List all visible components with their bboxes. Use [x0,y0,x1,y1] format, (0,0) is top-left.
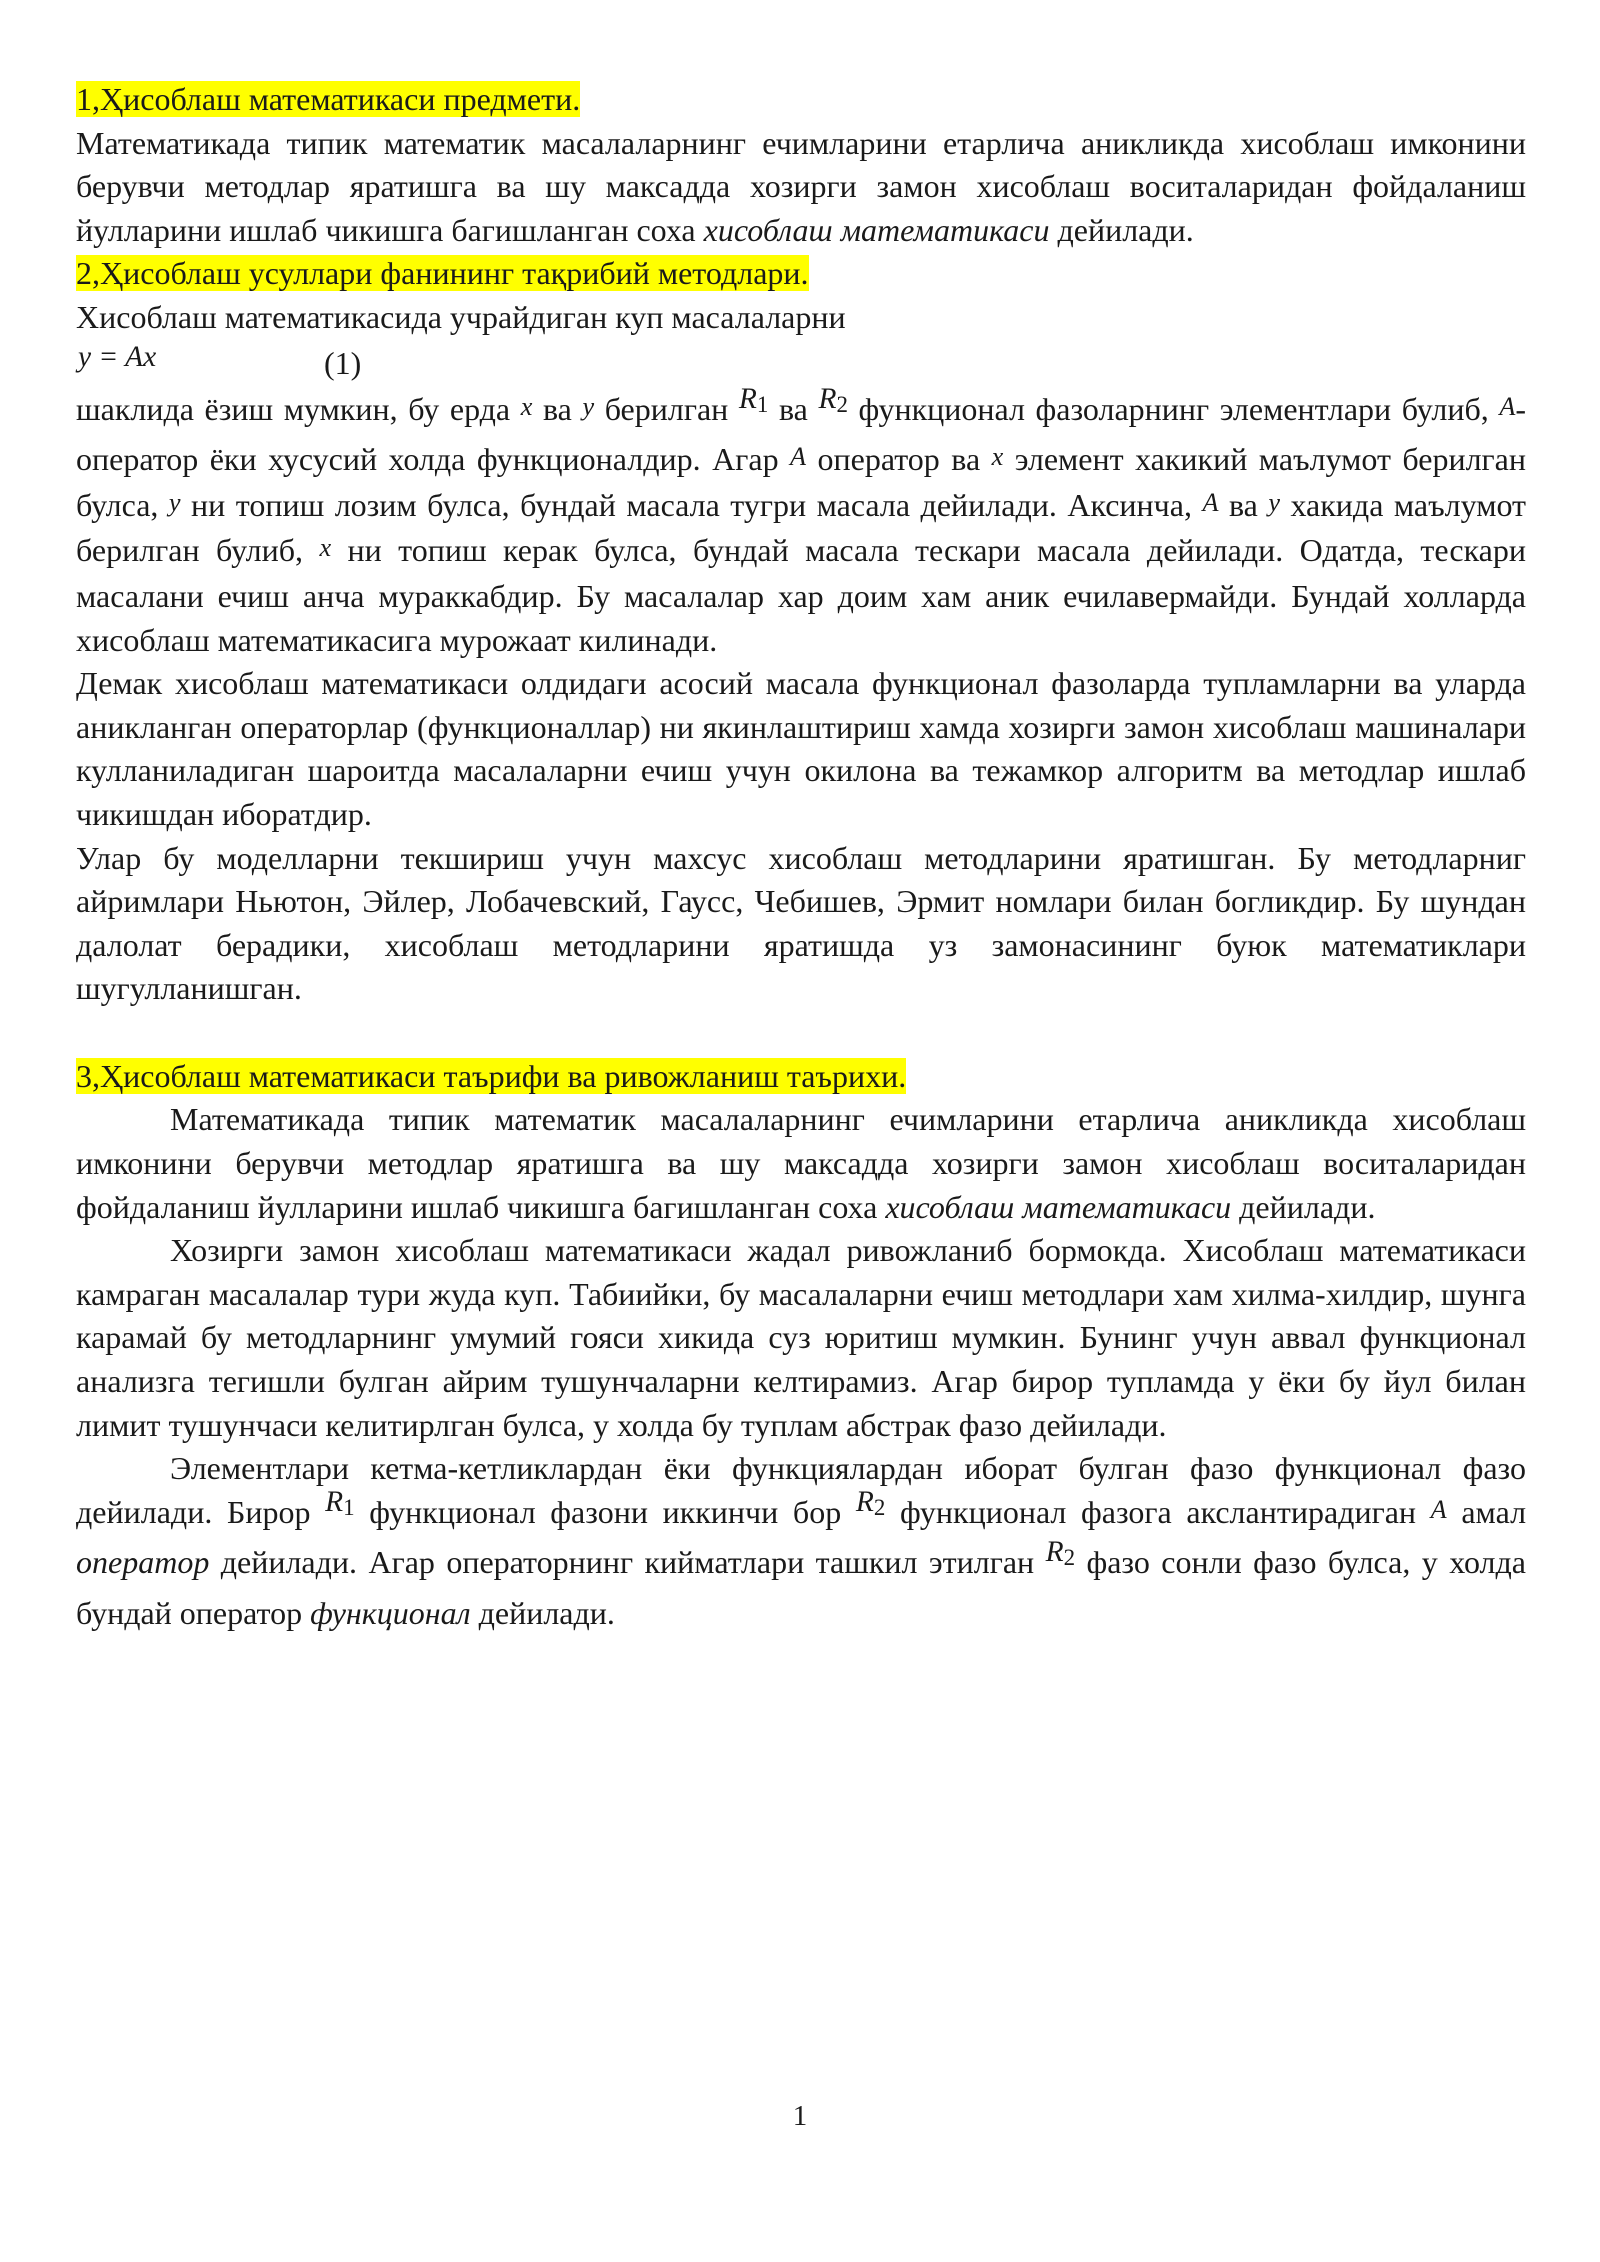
var-r1 [739,383,768,415]
s2p2-t7: оператор ва [806,441,992,478]
section-2-heading: 2,Ҳисоблаш усуллари фанининг тақрибий методлари. [76,255,809,292]
formula: y = Ax [78,340,157,373]
section-2-intro: Хисоблаш математикасида учрайдиган куп масалаларни [76,298,846,335]
var-a: A [1430,1494,1447,1524]
term-functional: функционал [310,1595,471,1631]
s2p2-t5: функционал фазоларнинг элементлари булиб, [847,390,1500,427]
s2p2-t6: -оператор ёки хусусий холда функционалдир. Агар [76,390,1527,478]
s1-text-b: дейилади. [1049,211,1194,248]
term-operator: оператор [76,1544,210,1581]
spacer [76,1011,1526,1055]
var-a: A [790,442,807,472]
document-page [76,78,1526,1636]
var-y: y [1268,487,1280,517]
section-2-paragraph-2 [76,382,1527,663]
var-r1-letter: R [325,1485,344,1518]
var-x: x [319,533,332,563]
formula-number: (1) [324,344,362,381]
s2p2-t4: ва [768,390,819,427]
var-r2 [1045,1536,1076,1571]
s2p2-t8: элемент хакикий маълумот берилган булса, [76,441,1527,523]
s3p3-t2: функционал фазони иккинчи бор [354,1493,856,1530]
var-r2-sub: 2 [1063,1545,1076,1571]
s2p2-t1: шаклида ёзиш мумкин, бу ерда [76,390,521,427]
var-r2-letter: R [855,1485,874,1518]
var-r2 [856,1486,885,1518]
s2p2-t12: ни топиш керак булса, бундай масала тескари масала дейилади. Одатда, тескари масалани ечиш анча мураккабдир. Бу масалалар хар доим хам аник ечилавермайди. Бундай холларда хисоблаш математикасига мурожаат килинади. [76,532,1527,658]
s3p3-t4: амал [1446,1493,1527,1530]
var-r2 [818,383,847,415]
s2p2-t2: ва [532,390,583,427]
var-r2-sub: 2 [873,1494,886,1520]
var-y: y [582,391,595,421]
s2p2-t10: ва [1218,486,1269,523]
var-r1-sub: 1 [756,391,769,417]
s3p1-text-b: дейилади. [1231,1188,1376,1225]
section-1-heading: 1,Ҳисоблаш математикаси предмети. [76,81,581,117]
section-1-heading-line [76,78,1526,122]
s2p2-t9: ни топиш лозим булса, бундай масала тугри масала дейилади. Аксинча, [180,486,1203,523]
var-a: A [1202,487,1219,517]
section-2-paragraph-4: Улар бу моделларни текшириш учун махсус хисоблаш методларини яратишган. Бу методларниг айримлари Ньютон, Эйлер, Лобачевский, Гаусс, Чебишев, Эрмит номлари билан богликдир. Бу шундан далолат берадики, хисоблаш методларини яратишда уз замонасининг буюк математиклари шугулланишган. [76,839,1526,1007]
s3p3-t7: дейилади. [470,1595,615,1631]
section-2-paragraph-3: Демак хисоблаш математикаси олдидаги асосий масала функционал фазоларда тупламларни ва уларда аникланган операторлар (функционаллар) ни якинлаштириш хамда хозирги замон хисоблаш машиналари кулланиладиган шароитда масалаларни ечиш учун окилона ва тежамкор алгоритм ва методлар ишлаб чикишдан иборатдир. [76,665,1526,832]
var-x: x [991,442,1004,472]
var-y: y [168,487,181,517]
var-a: A [1499,391,1516,421]
var-r2-letter: R [818,382,837,415]
var-r1 [325,1486,354,1518]
s3p3-t3: функционал фазога акслантирадиган [885,1493,1431,1530]
s3p1-term: хисоблаш математикаси [885,1188,1232,1225]
formula-line [76,342,1526,388]
var-r1-letter: R [738,382,757,415]
s1-term: хисоблаш математикаси [703,211,1050,248]
page-number: 1 [792,2100,808,2132]
section-3-paragraph-1 [76,1098,1526,1229]
var-r1-sub: 1 [343,1494,355,1520]
section-3-paragraph-2: Хозирги замон хисоблаш математикаси жадал ривожланиб бормокда. Хисоблаш математикаси камраган масалалар тури жуда куп. Табиийки, бу масалаларни ечиш методлари хам хилма-хилдир, шунга карамай бу методларнинг умумий гояси хикида суз юритиш мумкин. Бунинг учун аввал функционал анализга тегишли булган айрим тушунчаларни келтирамиз. Агар бирор тупламда у ёки бу йул билан лимит тушунчаси келитирлган булса, у холда бу туплам абстрак фазо дейилади. [76,1232,1526,1443]
var-r2-letter: R [1045,1536,1064,1569]
s3p3-t6: фазо сонли фазо булса, у холда бундай оператор [76,1544,1527,1631]
section-1-paragraph [76,122,1526,253]
section-3-heading: 3,Ҳисоблаш математикаси таърифи ва ривожланиш таърихи. [76,1057,907,1094]
section-3-paragraph-3 [76,1447,1526,1635]
s3p3-t1: Элементлари кетма-кетликлардан ёки функциялардан иборат булган фазо функционал фазо дейилади. Бирор [76,1450,1526,1530]
s3p1-text-a: Математикада типик математик масалаларнинг ечимларини етарлича аникликда хисоблаш имконини берувчи методлар яратишга ва шу максадда хозирги замон хисоблаш воситаларидан фойдаланиш йулларини ишлаб чикишга багишланган соха [76,1101,1526,1225]
var-r2-sub: 2 [836,391,848,417]
s3p3-t5: дейилади. Агар операторнинг кийматлари ташкил этилган [209,1544,1046,1581]
section-2-heading-line [76,252,1526,296]
s2p2-t3: берилган [594,390,739,427]
var-x: x [520,391,533,421]
s2p2-t11: хакида маълумот берилган булиб, [76,486,1527,569]
section-3-heading-line [76,1055,1526,1099]
s1-text-a: Математикада типик математик масалаларнинг ечимларини етарлича аникликда хисоблаш имконини берувчи методлар яратишга ва шу максадда хозирги замон хисоблаш воситаларидан фойдаланиш йулларини ишлаб чикишга багишланган соха [76,124,1526,248]
